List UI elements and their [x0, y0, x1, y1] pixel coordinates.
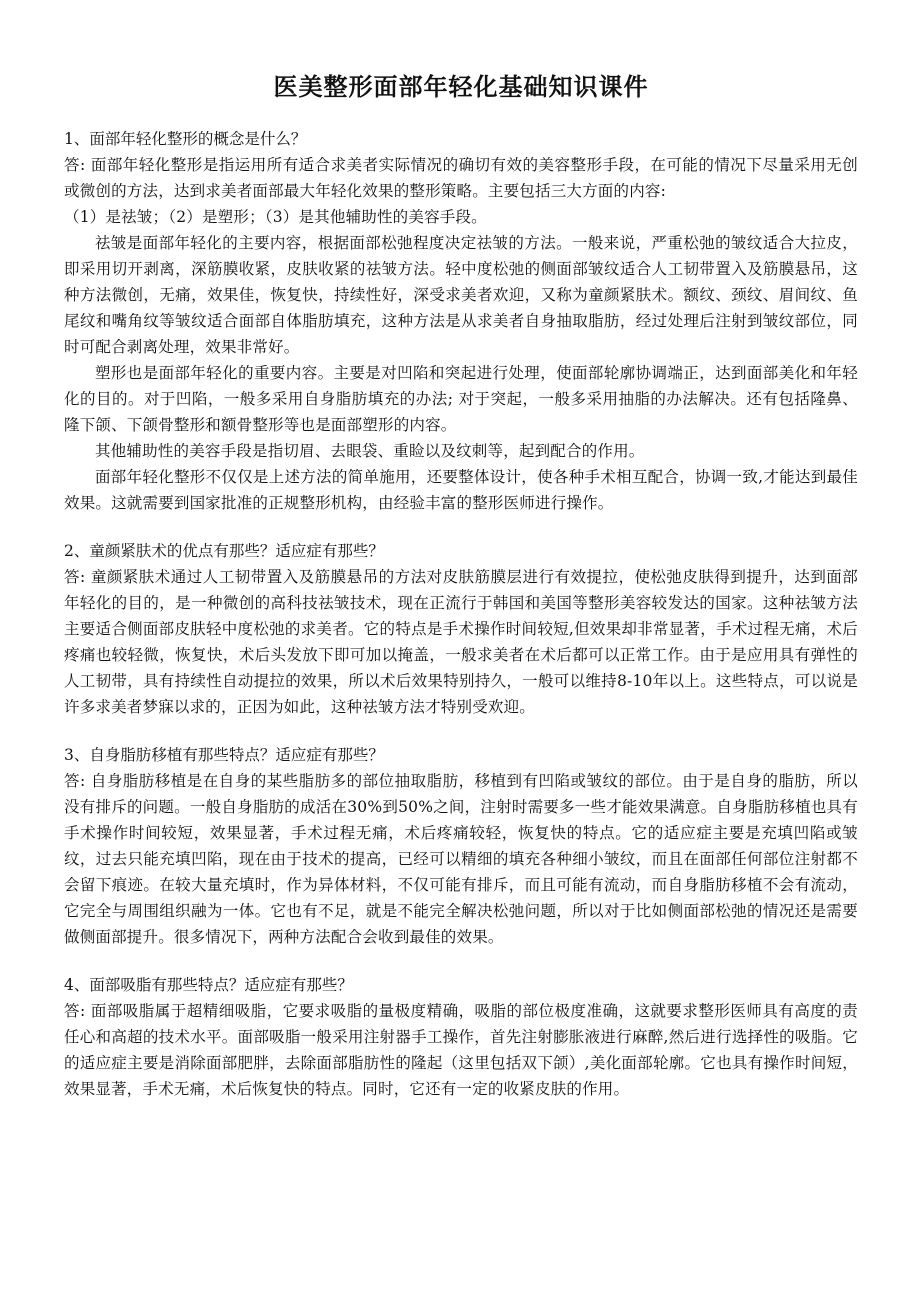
document-page	[64, 70, 858, 1102]
section-spacer	[64, 720, 858, 742]
section-1	[64, 126, 858, 516]
list-line: （1）是祛皱；（2）是塑形；（3）是其他辅助性的美容手段。	[64, 208, 487, 226]
section-spacer	[64, 516, 858, 538]
body-paragraph: 面部年轻化整形不仅仅是上述方法的简单施用，还要整体设计，使各种手术相互配合，协调一致,才能达到最佳效果。这就需要到国家批准的正规整形机构，由经验丰富的整形医师进行操作。	[64, 468, 858, 512]
document-title: 医美整形面部年轻化基础知识课件	[273, 72, 649, 101]
body-paragraph: 塑形也是面部年轻化的重要内容。主要是对凹陷和突起进行处理，使面部轮廓协调端正，达到面部美化和年轻化的目的。对于凹陷，一般多采用自身脂肪填充的办法; 对于突起，一般多采用抽脂的办法解决。还有包括隆鼻、隆下颌、下颌骨整形和额骨整形等也是面部塑形的内容。	[64, 364, 858, 434]
answer-paragraph: 答: 童颜紧肤术通过人工韧带置入及筋膜悬吊的方法对皮肤筋膜层进行有效提拉，使松弛皮肤得到提升，达到面部年轻化的目的，是一种微创的高科技祛皱技术，现在正流行于韩国和美国等整形美容较发达的国家。这种祛皱方法主要适合侧面部皮肤轻中度松弛的求美者。它的特点是手术操作时间较短,但效果却非常显著，手术过程无痛，术后疼痛也较轻微，恢复快，术后头发放下即可加以掩盖，一般求美者在术后都可以正常工作。由于是应用具有弹性的人工韧带，具有持续性自动提拉的效果，所以术后效果特别持久，一般可以维持8-10年以上。这些特点，可以说是许多求美者梦寐以求的，正因为如此，这种祛皱方法才特别受欢迎。	[64, 568, 858, 716]
answer-paragraph: 答: 面部年轻化整形是指运用所有适合求美者实际情况的确切有效的美容整形手段，在可能的情况下尽量采用无创或微创的方法，达到求美者面部最大年轻化效果的整形策略。主要包括三大方面的内容:	[64, 156, 858, 200]
answer-paragraph: 答: 面部吸脂属于超精细吸脂，它要求吸脂的量极度精确，吸脂的部位极度准确，这就要求整形医师具有高度的责任心和高超的技术水平。面部吸脂一般采用注射器手工操作，首先注射膨胀液进行麻醉,然后进行选择性的吸脂。它的适应症主要是消除面部肥胖，去除面部脂肪性的隆起（这里包括双下颌）,美化面部轮廓。它也具有操作时间短，效果显著，手术无痛，术后恢复快的特点。同时，它还有一定的收紧皮肤的作用。	[64, 1002, 858, 1098]
answer-paragraph: 答: 自身脂肪移植是在自身的某些脂肪多的部位抽取脂肪，移植到有凹陷或皱纹的部位。由于是自身的脂肪，所以没有排斥的问题。一般自身脂肪的成活在30%到50%之间，注射时需要多一些才能效果满意。自身脂肪移植也具有手术操作时间较短，效果显著，手术过程无痛，术后疼痛较轻，恢复快的特点。它的适应症主要是充填凹陷或皱纹，过去只能充填凹陷，现在由于技术的提高，已经可以精细的填充各种细小皱纹，而且在面部任何部位注射都不会留下痕迹。在较大量充填时，作为异体材料，不仅可能有排斥，而且可能有流动，而自身脂肪移植不会有流动，它完全与周围组织融为一体。它也有不足，就是不能完全解决松弛问题，所以对于比如侧面部松弛的情况还是需要做侧面部提升。很多情况下，两种方法配合会收到最佳的效果。	[64, 772, 858, 946]
body-paragraph: 祛皱是面部年轻化的主要内容，根据面部松弛程度决定祛皱的方法。一般来说，严重松弛的皱纹适合大拉皮，即采用切开剥离，深筋膜收紧，皮肤收紧的祛皱方法。轻中度松弛的侧面部皱纹适合人工韧带置入及筋膜悬吊，这种方法微创，无痛，效果佳，恢复快，持续性好，深受求美者欢迎，又称为童颜紧肤术。额纹、颈纹、眉间纹、鱼尾纹和嘴角纹等皱纹适合面部自体脂肪填充，这种方法是从求美者自身抽取脂肪，经过处理后注射到皱纹部位，同时可配合剥离处理，效果非常好。	[64, 234, 858, 356]
question-heading: 1、面部年轻化整形的概念是什么？	[64, 130, 307, 148]
section-2	[64, 538, 858, 720]
section-4	[64, 972, 858, 1102]
section-3	[64, 742, 858, 950]
body-paragraph: 其他辅助性的美容手段是指切眉、去眼袋、重睑以及纹刺等，起到配合的作用。	[95, 442, 645, 460]
question-heading: 3、自身脂肪移植有那些特点？适应症有那些？	[64, 746, 384, 764]
question-heading: 2、童颜紧肤术的优点有那些？适应症有那些？	[64, 542, 384, 560]
question-heading: 4、面部吸脂有那些特点？适应症有那些？	[64, 976, 353, 994]
section-spacer	[64, 950, 858, 972]
